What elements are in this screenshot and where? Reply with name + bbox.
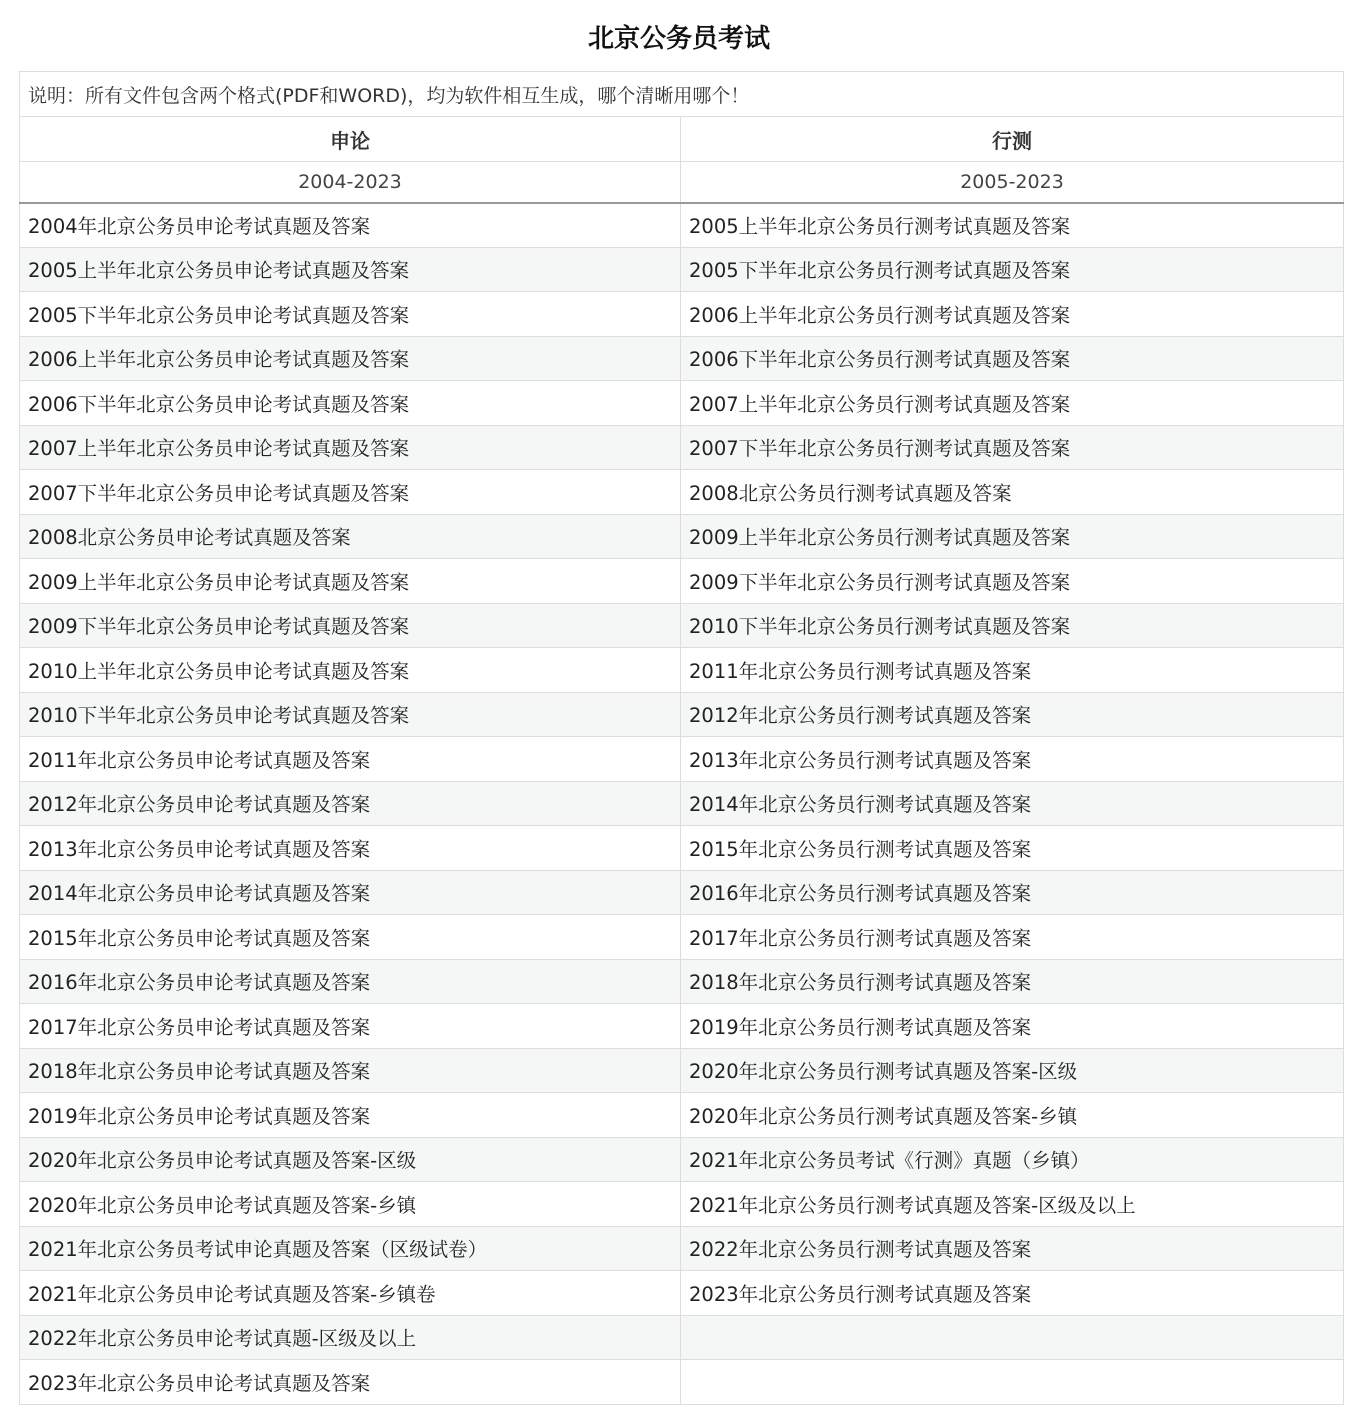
year-range-row bbox=[20, 162, 1344, 203]
xingce-cell bbox=[681, 1315, 1344, 1360]
xingce-file-link[interactable]: 2015年北京公务员行测考试真题及答案 bbox=[689, 837, 1032, 861]
table-row bbox=[20, 692, 1344, 737]
shenlun-cell bbox=[20, 915, 681, 960]
xingce-cell bbox=[681, 648, 1344, 693]
xingce-cell bbox=[681, 247, 1344, 292]
xingce-cell bbox=[681, 381, 1344, 426]
xingce-file-link[interactable]: 2014年北京公务员行测考试真题及答案 bbox=[689, 793, 1032, 817]
xingce-cell bbox=[681, 1004, 1344, 1049]
shenlun-file-link[interactable]: 2007上半年北京公务员申论考试真题及答案 bbox=[28, 437, 410, 461]
shenlun-cell bbox=[20, 959, 681, 1004]
xingce-cell bbox=[681, 1093, 1344, 1138]
table-row bbox=[20, 1271, 1344, 1316]
xingce-file-link[interactable]: 2021年北京公务员行测考试真题及答案-区级及以上 bbox=[689, 1193, 1136, 1217]
table-row bbox=[20, 1360, 1344, 1405]
shenlun-cell bbox=[20, 336, 681, 381]
shenlun-cell bbox=[20, 292, 681, 337]
xingce-cell bbox=[681, 781, 1344, 826]
table-row bbox=[20, 1093, 1344, 1138]
shenlun-cell bbox=[20, 603, 681, 648]
xingce-file-link[interactable]: 2022年北京公务员行测考试真题及答案 bbox=[689, 1238, 1032, 1262]
shenlun-file-link[interactable]: 2006上半年北京公务员申论考试真题及答案 bbox=[28, 348, 410, 372]
column-header-shenlun: 申论 bbox=[20, 117, 681, 162]
column-header-xingce: 行测 bbox=[681, 117, 1344, 162]
xingce-cell bbox=[681, 292, 1344, 337]
xingce-file-link[interactable]: 2009下半年北京公务员行测考试真题及答案 bbox=[689, 570, 1071, 594]
xingce-file-link[interactable]: 2018年北京公务员行测考试真题及答案 bbox=[689, 971, 1032, 995]
shenlun-cell bbox=[20, 1360, 681, 1405]
table-row bbox=[20, 203, 1344, 248]
table-row bbox=[20, 1315, 1344, 1360]
shenlun-file-link[interactable]: 2008北京公务员申论考试真题及答案 bbox=[28, 526, 351, 550]
shenlun-cell bbox=[20, 381, 681, 426]
table-row bbox=[20, 425, 1344, 470]
table-row bbox=[20, 559, 1344, 604]
xingce-cell bbox=[681, 1048, 1344, 1093]
shenlun-cell bbox=[20, 559, 681, 604]
shenlun-cell bbox=[20, 1182, 681, 1227]
year-range-shenlun: 2004-2023 bbox=[20, 162, 681, 203]
xingce-cell bbox=[681, 1226, 1344, 1271]
shenlun-cell bbox=[20, 870, 681, 915]
file-list-body bbox=[20, 203, 1344, 1405]
xingce-cell bbox=[681, 915, 1344, 960]
xingce-file-link[interactable]: 2005上半年北京公务员行测考试真题及答案 bbox=[689, 215, 1071, 238]
xingce-cell bbox=[681, 870, 1344, 915]
xingce-file-link[interactable]: 2017年北京公务员行测考试真题及答案 bbox=[689, 926, 1032, 950]
shenlun-file-link[interactable]: 2010下半年北京公务员申论考试真题及答案 bbox=[28, 704, 410, 728]
xingce-cell bbox=[681, 1360, 1344, 1405]
xingce-file-link[interactable]: 2007上半年北京公务员行测考试真题及答案 bbox=[689, 392, 1071, 416]
table-row bbox=[20, 514, 1344, 559]
table-row bbox=[20, 381, 1344, 426]
table-row bbox=[20, 826, 1344, 871]
shenlun-cell bbox=[20, 1271, 681, 1316]
shenlun-file-link[interactable]: 2005上半年北京公务员申论考试真题及答案 bbox=[28, 259, 410, 283]
xingce-file-link[interactable]: 2020年北京公务员行测考试真题及答案-区级 bbox=[689, 1060, 1078, 1084]
format-note: 说明：所有文件包含两个格式(PDF和WORD)，均为软件相互生成，哪个清晰用哪个！ bbox=[20, 72, 1344, 117]
table-row bbox=[20, 870, 1344, 915]
table-row bbox=[20, 247, 1344, 292]
xingce-cell bbox=[681, 737, 1344, 782]
table-row bbox=[20, 1004, 1344, 1049]
xingce-file-link[interactable]: 2006上半年北京公务员行测考试真题及答案 bbox=[689, 303, 1071, 327]
table-row bbox=[20, 1137, 1344, 1182]
table-row bbox=[20, 648, 1344, 693]
shenlun-file-link[interactable]: 2021年北京公务员申论考试真题及答案-乡镇卷 bbox=[28, 1282, 436, 1306]
xingce-cell bbox=[681, 603, 1344, 648]
shenlun-file-link[interactable]: 2014年北京公务员申论考试真题及答案 bbox=[28, 882, 371, 906]
shenlun-file-link[interactable]: 2020年北京公务员申论考试真题及答案-乡镇 bbox=[28, 1193, 417, 1217]
shenlun-file-link[interactable]: 2015年北京公务员申论考试真题及答案 bbox=[28, 926, 371, 950]
shenlun-file-link[interactable]: 2022年北京公务员申论考试真题-区级及以上 bbox=[28, 1327, 417, 1351]
exam-file-table bbox=[19, 71, 1344, 1405]
shenlun-file-link[interactable]: 2016年北京公务员申论考试真题及答案 bbox=[28, 971, 371, 995]
table-row bbox=[20, 336, 1344, 381]
xingce-file-link[interactable]: 2008北京公务员行测考试真题及答案 bbox=[689, 481, 1012, 505]
shenlun-file-link[interactable]: 2017年北京公务员申论考试真题及答案 bbox=[28, 1015, 371, 1039]
xingce-cell bbox=[681, 425, 1344, 470]
shenlun-cell bbox=[20, 1137, 681, 1182]
shenlun-file-link[interactable]: 2007下半年北京公务员申论考试真题及答案 bbox=[28, 481, 410, 505]
shenlun-file-link[interactable]: 2019年北京公务员申论考试真题及答案 bbox=[28, 1104, 371, 1128]
xingce-cell bbox=[681, 959, 1344, 1004]
xingce-file-link[interactable]: 2023年北京公务员行测考试真题及答案 bbox=[689, 1282, 1032, 1306]
shenlun-cell bbox=[20, 1093, 681, 1138]
table-row bbox=[20, 915, 1344, 960]
shenlun-file-link[interactable]: 2009上半年北京公务员申论考试真题及答案 bbox=[28, 570, 410, 594]
table-row bbox=[20, 603, 1344, 648]
shenlun-cell bbox=[20, 203, 681, 248]
shenlun-file-link[interactable]: 2021年北京公务员考试申论真题及答案（区级试卷） bbox=[28, 1238, 488, 1262]
table-row bbox=[20, 470, 1344, 515]
table-row bbox=[20, 781, 1344, 826]
shenlun-file-link[interactable]: 2013年北京公务员申论考试真题及答案 bbox=[28, 837, 371, 861]
xingce-cell bbox=[681, 1271, 1344, 1316]
xingce-file-link[interactable]: 2021年北京公务员考试《行测》真题（乡镇） bbox=[689, 1149, 1090, 1173]
table-row bbox=[20, 1048, 1344, 1093]
shenlun-file-link[interactable]: 2004年北京公务员申论考试真题及答案 bbox=[28, 215, 371, 238]
xingce-cell bbox=[681, 1137, 1344, 1182]
table-row bbox=[20, 1226, 1344, 1271]
xingce-file-link[interactable]: 2016年北京公务员行测考试真题及答案 bbox=[689, 882, 1032, 906]
page-title: 北京公务员考试 bbox=[587, 24, 770, 54]
shenlun-cell bbox=[20, 1315, 681, 1360]
xingce-cell bbox=[681, 336, 1344, 381]
shenlun-cell bbox=[20, 737, 681, 782]
xingce-file-link[interactable]: 2007下半年北京公务员行测考试真题及答案 bbox=[689, 437, 1071, 461]
shenlun-file-link[interactable]: 2010上半年北京公务员申论考试真题及答案 bbox=[28, 659, 410, 683]
shenlun-file-link[interactable]: 2009下半年北京公务员申论考试真题及答案 bbox=[28, 615, 410, 639]
xingce-file-link[interactable]: 2005下半年北京公务员行测考试真题及答案 bbox=[689, 259, 1071, 283]
shenlun-cell bbox=[20, 425, 681, 470]
xingce-cell bbox=[681, 203, 1344, 248]
xingce-cell bbox=[681, 1182, 1344, 1227]
shenlun-cell bbox=[20, 648, 681, 693]
xingce-cell bbox=[681, 826, 1344, 871]
shenlun-file-link[interactable]: 2018年北京公务员申论考试真题及答案 bbox=[28, 1060, 371, 1084]
xingce-file-link[interactable]: 2010下半年北京公务员行测考试真题及答案 bbox=[689, 615, 1071, 639]
column-header-row bbox=[20, 117, 1344, 162]
shenlun-file-link[interactable]: 2023年北京公务员申论考试真题及答案 bbox=[28, 1371, 371, 1395]
shenlun-cell bbox=[20, 470, 681, 515]
year-range-xingce: 2005-2023 bbox=[681, 162, 1344, 203]
table-row bbox=[20, 1182, 1344, 1227]
xingce-file-link[interactable]: 2012年北京公务员行测考试真题及答案 bbox=[689, 704, 1032, 728]
table-row bbox=[20, 737, 1344, 782]
xingce-file-link[interactable]: 2011年北京公务员行测考试真题及答案 bbox=[689, 659, 1032, 683]
shenlun-cell bbox=[20, 781, 681, 826]
shenlun-cell bbox=[20, 1226, 681, 1271]
shenlun-cell bbox=[20, 1048, 681, 1093]
xingce-cell bbox=[681, 559, 1344, 604]
shenlun-file-link[interactable]: 2011年北京公务员申论考试真题及答案 bbox=[28, 748, 371, 772]
table-row bbox=[20, 959, 1344, 1004]
shenlun-file-link[interactable]: 2006下半年北京公务员申论考试真题及答案 bbox=[28, 392, 410, 416]
shenlun-file-link[interactable]: 2020年北京公务员申论考试真题及答案-区级 bbox=[28, 1149, 417, 1173]
shenlun-cell bbox=[20, 692, 681, 737]
shenlun-cell bbox=[20, 826, 681, 871]
xingce-cell bbox=[681, 514, 1344, 559]
xingce-file-link[interactable]: 2020年北京公务员行测考试真题及答案-乡镇 bbox=[689, 1104, 1078, 1128]
xingce-file-link[interactable]: 2006下半年北京公务员行测考试真题及答案 bbox=[689, 348, 1071, 372]
table-row bbox=[20, 292, 1344, 337]
xingce-cell bbox=[681, 692, 1344, 737]
xingce-file-link[interactable]: 2019年北京公务员行测考试真题及答案 bbox=[689, 1015, 1032, 1039]
shenlun-cell bbox=[20, 514, 681, 559]
xingce-cell bbox=[681, 470, 1344, 515]
shenlun-file-link[interactable]: 2012年北京公务员申论考试真题及答案 bbox=[28, 793, 371, 817]
note-row bbox=[20, 72, 1344, 117]
xingce-file-link[interactable]: 2013年北京公务员行测考试真题及答案 bbox=[689, 748, 1032, 772]
shenlun-cell bbox=[20, 1004, 681, 1049]
shenlun-cell bbox=[20, 247, 681, 292]
xingce-file-link[interactable]: 2009上半年北京公务员行测考试真题及答案 bbox=[689, 526, 1071, 550]
shenlun-file-link[interactable]: 2005下半年北京公务员申论考试真题及答案 bbox=[28, 303, 410, 327]
